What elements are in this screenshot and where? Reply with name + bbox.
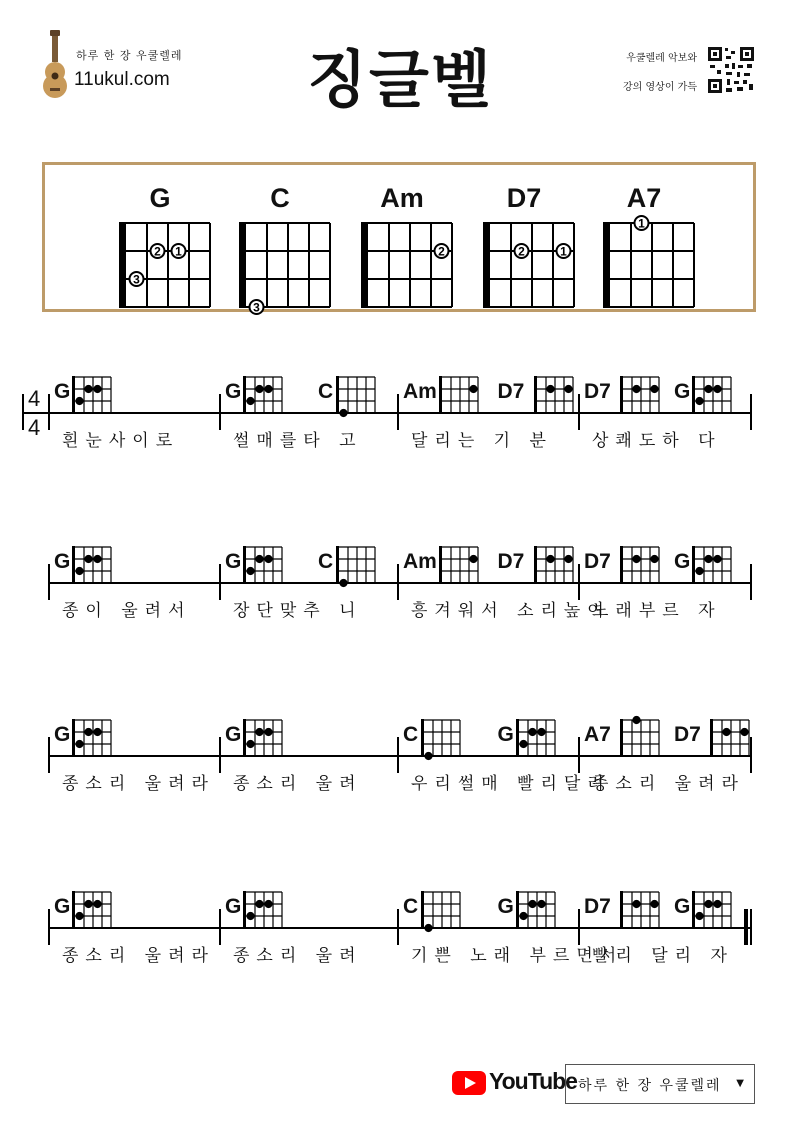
finger-dot (633, 900, 640, 907)
chord-diagram-d7 (534, 375, 578, 423)
chord-symbol-am: Am (403, 380, 437, 403)
song-title: 징글벨 (307, 43, 493, 116)
chord-symbol-g: G (674, 380, 691, 403)
finger-dot (256, 385, 263, 392)
finger-dot (714, 555, 721, 562)
lyric-line: 기쁜 노래 부르면서 (411, 946, 624, 966)
chord-symbol-a7: A7 (584, 723, 611, 746)
bar-line (48, 564, 50, 600)
lyric-line: 종소리 울려 (233, 774, 363, 794)
finger-dot (696, 567, 703, 574)
finger-dot (247, 567, 254, 574)
chord-nut (620, 719, 623, 757)
finger-dot (94, 900, 101, 907)
chord-nut (239, 222, 246, 308)
chord-diagram-g (119, 221, 200, 317)
lyric-line: 종소리 울려라 (62, 774, 215, 794)
chord-nut (72, 719, 75, 757)
lyric-line: 종소리 울려 (233, 946, 363, 966)
chord-diagram-g (72, 718, 116, 766)
chord-symbol-d7: D7 (497, 550, 525, 573)
finger-number: 2 (154, 244, 161, 259)
lyric-line: 빨리 달리 자 (592, 946, 734, 966)
chord-nut (620, 376, 623, 414)
chord-name-d7: D7 (506, 183, 542, 213)
finger-dot (633, 716, 640, 723)
chord-diagram-g (243, 375, 287, 423)
bar-line (578, 909, 580, 945)
chord-diagram-a7 (620, 718, 664, 766)
chord-nut (516, 719, 519, 757)
finger-dot (546, 555, 553, 562)
chord-symbol-am: Am (403, 550, 437, 573)
youtube-wordmark[interactable]: YouTube (489, 1068, 577, 1094)
chord-symbol-g: G (225, 550, 242, 573)
bar-line (578, 737, 580, 773)
chord-nut (72, 546, 75, 584)
bar-line (48, 737, 50, 773)
chord-nut (620, 891, 623, 929)
chord-symbol-g: G (54, 380, 71, 403)
chord-nut (516, 891, 519, 929)
finger-dot (470, 555, 477, 562)
chord-nut (534, 376, 537, 414)
finger-number: 1 (638, 216, 645, 231)
finger-dot (705, 900, 712, 907)
promo-line-1: 우쿨렐레 악보와 (626, 53, 697, 64)
chord-symbol-d7: D7 (497, 380, 525, 403)
chord-diagram-am (439, 545, 483, 593)
time-signature-top: 4 (28, 386, 41, 411)
finger-dot (705, 385, 712, 392)
chord-symbol-d7: D7 (584, 380, 611, 403)
finger-dot (564, 555, 571, 562)
chord-diagram-c (239, 221, 320, 317)
bar-line (397, 564, 399, 600)
chord-diagram-g (516, 718, 560, 766)
finger-dot (85, 900, 92, 907)
bar-line (48, 394, 50, 430)
chord-nut (692, 891, 695, 929)
chord-symbol-g: G (54, 550, 71, 573)
chord-symbol-g: G (225, 895, 242, 918)
finger-number: 2 (438, 244, 445, 259)
chord-diagram-g (692, 890, 736, 938)
chord-diagram-d7 (620, 890, 664, 938)
finger-dot (651, 385, 658, 392)
chord-diagram-c (336, 375, 380, 423)
bar-line (397, 909, 399, 945)
chord-symbol-c: C (403, 723, 419, 746)
finger-dot (519, 740, 526, 747)
chord-name-a7: A7 (626, 183, 662, 213)
brand-site-link[interactable]: 11ukul.com (74, 69, 170, 90)
finger-dot (723, 728, 730, 735)
chord-diagram-c (421, 890, 465, 938)
chord-nut (119, 222, 126, 308)
chord-symbol-g: G (497, 895, 514, 918)
bar-line (750, 909, 752, 945)
finger-dot (340, 579, 347, 586)
finger-dot (256, 900, 263, 907)
chord-symbol-c: C (318, 380, 334, 403)
bar-line (397, 394, 399, 430)
chord-symbol-c: C (318, 550, 334, 573)
chord-diagram-g (243, 545, 287, 593)
finger-dot (633, 385, 640, 392)
chord-symbol-d7: D7 (584, 895, 611, 918)
chord-symbol-d7: D7 (674, 723, 701, 746)
lyric-line: 장단맞추 니 (233, 601, 363, 621)
chord-nut (620, 546, 623, 584)
finger-dot (94, 555, 101, 562)
lyric-line: 노래부르 자 (592, 601, 722, 621)
bar-line (219, 394, 221, 430)
chord-symbol-g: G (674, 550, 691, 573)
lyric-line: 상쾌도하 다 (592, 431, 722, 451)
promo-line-2: 강의 영상이 가득 (623, 82, 697, 93)
finger-dot (696, 397, 703, 404)
bar-line (750, 394, 752, 430)
finger-dot (76, 740, 83, 747)
channel-select-label: 하루 한 장 우쿨렐레 (578, 1078, 722, 1094)
chord-diagram-d7 (620, 375, 664, 423)
chord-nut (710, 719, 713, 757)
finger-dot (247, 740, 254, 747)
finger-dot (265, 385, 272, 392)
chord-nut (361, 222, 368, 308)
finger-dot (741, 728, 748, 735)
finger-dot (714, 900, 721, 907)
chord-nut (534, 546, 537, 584)
finger-number: 1 (560, 244, 567, 259)
finger-dot (85, 728, 92, 735)
finger-number: 2 (518, 244, 525, 259)
chord-nut (243, 891, 246, 929)
finger-dot (633, 555, 640, 562)
chord-name-am: Am (380, 183, 424, 213)
finger-dot (537, 900, 544, 907)
finger-dot (94, 385, 101, 392)
finger-dot (247, 912, 254, 919)
finger-dot (85, 385, 92, 392)
bar-line (578, 564, 580, 600)
finger-dot (425, 752, 432, 759)
chord-diagram-g (72, 375, 116, 423)
chord-symbol-d7: D7 (584, 550, 611, 573)
lyric-line: 종이 울려서 (62, 601, 192, 621)
finger-number: 1 (175, 244, 182, 259)
chord-symbol-g: G (225, 723, 242, 746)
chord-symbol-g: G (674, 895, 691, 918)
chord-nut (243, 719, 246, 757)
chord-nut (421, 719, 424, 757)
chord-nut (439, 376, 442, 414)
chord-nut (72, 376, 75, 414)
chord-nut (72, 891, 75, 929)
finger-dot (714, 385, 721, 392)
chord-diagram-g (72, 545, 116, 593)
chord-name-g: G (149, 183, 171, 213)
chord-diagram-am (439, 375, 483, 423)
bar-line (219, 737, 221, 773)
chord-symbol-g: G (225, 380, 242, 403)
finger-dot (425, 924, 432, 931)
bar-line (397, 737, 399, 773)
chord-diagram-g (243, 890, 287, 938)
chord-diagram-am (361, 221, 445, 317)
channel-select[interactable] (565, 1064, 755, 1104)
chord-diagram-g (692, 545, 736, 593)
bar-line (219, 909, 221, 945)
finger-dot (696, 912, 703, 919)
chord-diagram-d7 (483, 221, 567, 317)
finger-dot (265, 728, 272, 735)
chord-nut (692, 376, 695, 414)
chord-nut (336, 376, 339, 414)
finger-dot (537, 728, 544, 735)
lyric-line: 흰눈사이로 (62, 431, 180, 451)
chord-nut (243, 376, 246, 414)
lyric-line: 종소리 울려라 (62, 946, 215, 966)
finger-dot (265, 900, 272, 907)
bar-line (219, 564, 221, 600)
finger-dot (265, 555, 272, 562)
bar-line (48, 909, 50, 945)
chord-nut (603, 222, 610, 308)
chord-diagram-a7 (603, 216, 684, 317)
chord-diagram-d7 (620, 545, 664, 593)
qr-code-icon[interactable] (707, 46, 755, 94)
finger-dot (256, 555, 263, 562)
bar-line (578, 394, 580, 430)
finger-dot (94, 728, 101, 735)
bar-line (750, 564, 752, 600)
finger-dot (256, 728, 263, 735)
chord-nut (439, 546, 442, 584)
chord-nut (336, 546, 339, 584)
finger-dot (528, 900, 535, 907)
chord-diagram-g (72, 890, 116, 938)
chord-diagram-g (243, 718, 287, 766)
finger-dot (340, 409, 347, 416)
bar-line (22, 394, 24, 430)
finger-dot (564, 385, 571, 392)
finger-dot (85, 555, 92, 562)
time-signature-bottom: 4 (28, 415, 41, 440)
lyric-line: 달리는 기 분 (411, 431, 553, 451)
chord-nut (421, 891, 424, 929)
caret-down-icon: ▼ (736, 1078, 744, 1089)
chord-diagram-d7 (534, 545, 578, 593)
brand-tagline: 하루 한 장 우쿨렐레 (76, 49, 183, 62)
chord-symbol-c: C (403, 895, 419, 918)
lyric-line: 흥겨워서 소리높여 (411, 601, 611, 621)
finger-number: 3 (133, 272, 140, 287)
lyric-line: 썰매를타 고 (233, 431, 363, 451)
final-bar-line (744, 909, 748, 945)
finger-dot (247, 397, 254, 404)
finger-dot (528, 728, 535, 735)
chord-symbol-g: G (497, 723, 514, 746)
chord-nut (243, 546, 246, 584)
chord-chart-box (42, 162, 756, 315)
chord-diagram-g (692, 375, 736, 423)
finger-dot (519, 912, 526, 919)
chord-name-c: C (270, 183, 290, 213)
chord-diagram-c (421, 718, 465, 766)
finger-dot (546, 385, 553, 392)
chord-symbol-g: G (54, 895, 71, 918)
lyric-line: 종소리 울려라 (592, 774, 745, 794)
finger-dot (76, 567, 83, 574)
chord-diagram-d7 (710, 718, 754, 766)
finger-dot (705, 555, 712, 562)
finger-dot (76, 397, 83, 404)
lyric-line: 우리썰매 빨리달려 (411, 774, 611, 794)
finger-dot (470, 385, 477, 392)
chord-nut (483, 222, 490, 308)
chord-symbol-g: G (54, 723, 71, 746)
finger-dot (651, 900, 658, 907)
youtube-play-icon[interactable] (452, 1071, 486, 1095)
finger-dot (76, 912, 83, 919)
finger-dot (651, 555, 658, 562)
chord-diagram-g (516, 890, 560, 938)
finger-number: 3 (253, 300, 260, 315)
chord-diagram-c (336, 545, 380, 593)
chord-nut (692, 546, 695, 584)
